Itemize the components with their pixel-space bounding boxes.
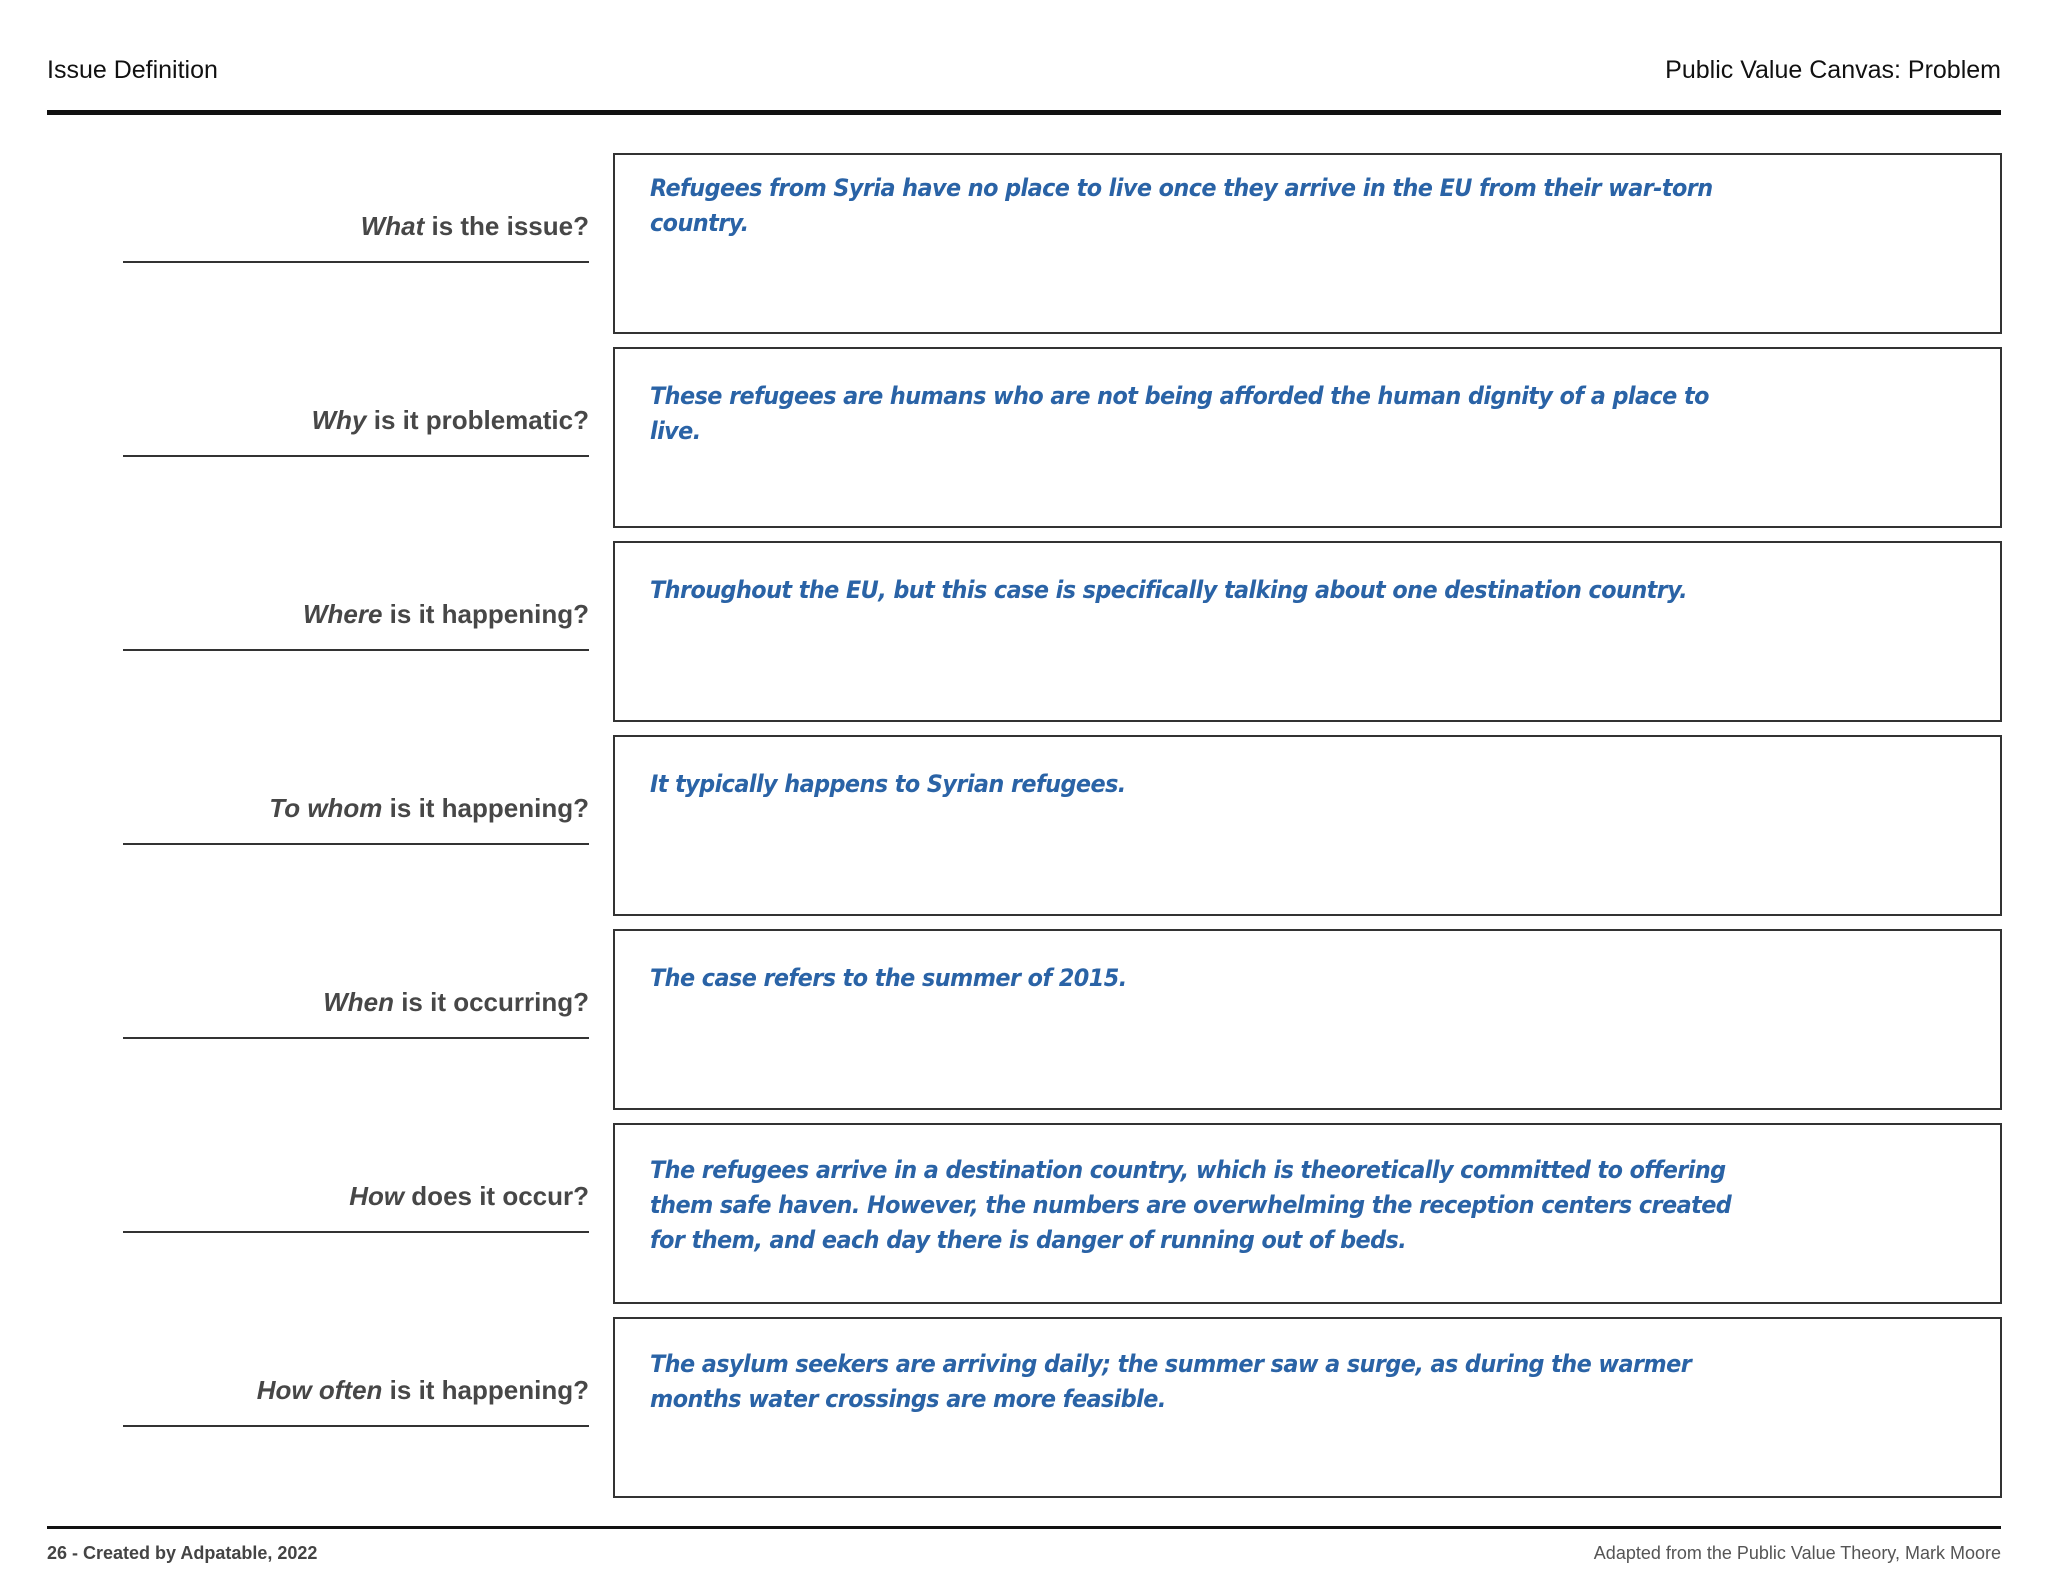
question-underline [123,261,589,263]
page-credit: 26 - Created by Adpatable, 2022 [47,1543,318,1563]
question-underline [123,1037,589,1039]
question-rest: is it happening? [382,1375,589,1405]
question-rest: is it happening? [382,599,589,629]
question-label [123,1375,589,1406]
answer-box[interactable] [613,735,2002,916]
question-rest: is it happening? [382,793,589,823]
answer-box[interactable] [613,1317,2002,1498]
row-where [0,541,2048,722]
answer-text: It typically happens to Syrian refugees. [650,770,1126,798]
question-emphasis: What [360,211,425,241]
answer-text: The refugees arrive in a destination country, which is theoretically committed to offering them safe haven. However, the numbers are overwhelming the reception centers created for them, and each day there is danger of running out of beds. [650,1156,1732,1254]
answer-box[interactable] [613,541,2002,722]
question-underline [123,1231,589,1233]
question-label [123,793,589,824]
header-divider [47,110,2001,115]
answer-text: Refugees from Syria have no place to live once they arrive in the EU from their war-torn country. [650,174,1713,237]
question-emphasis: How [349,1181,405,1211]
row-why [0,347,2048,528]
row-to-whom [0,735,2048,916]
question-emphasis: To whom [269,793,383,823]
answer-text: The case refers to the summer of 2015. [650,964,1127,992]
answer-text: The asylum seekers are arriving daily; the summer saw a surge, as during the warmer months water crossings are more feasible. [650,1350,1692,1413]
question-label [123,599,589,630]
row-what [0,153,2048,334]
question-label [123,1181,589,1212]
question-underline [123,649,589,651]
answer-box[interactable] [613,347,2002,528]
answer-text: Throughout the EU, but this case is specifically talking about one destination country. [650,576,1688,604]
attribution: Adapted from the Public Value Theory, Mark Moore [1593,1543,2001,1563]
section-title: Issue Definition [47,56,218,84]
question-rest: does it occur? [404,1181,589,1211]
question-rest: is the issue? [424,211,589,241]
question-label [123,211,589,242]
question-rest: is it problematic? [366,405,589,435]
row-how [0,1123,2048,1304]
question-emphasis: Why [311,405,367,435]
row-when [0,929,2048,1110]
row-how-often [0,1317,2048,1498]
answer-box[interactable] [613,1123,2002,1304]
question-emphasis: Where [302,599,383,629]
question-emphasis: How often [256,1375,383,1405]
question-underline [123,455,589,457]
question-label [123,987,589,1018]
answer-box[interactable] [613,929,2002,1110]
answer-text: These refugees are humans who are not being afforded the human dignity of a place to live. [650,382,1709,445]
question-emphasis: When [323,987,394,1017]
question-underline [123,843,589,845]
answer-box[interactable] [613,153,2002,334]
question-underline [123,1425,589,1427]
canvas-title: Public Value Canvas: Problem [1665,56,2001,84]
question-label [123,405,589,436]
footer-divider [47,1526,2001,1529]
question-rest: is it occurring? [393,987,589,1017]
